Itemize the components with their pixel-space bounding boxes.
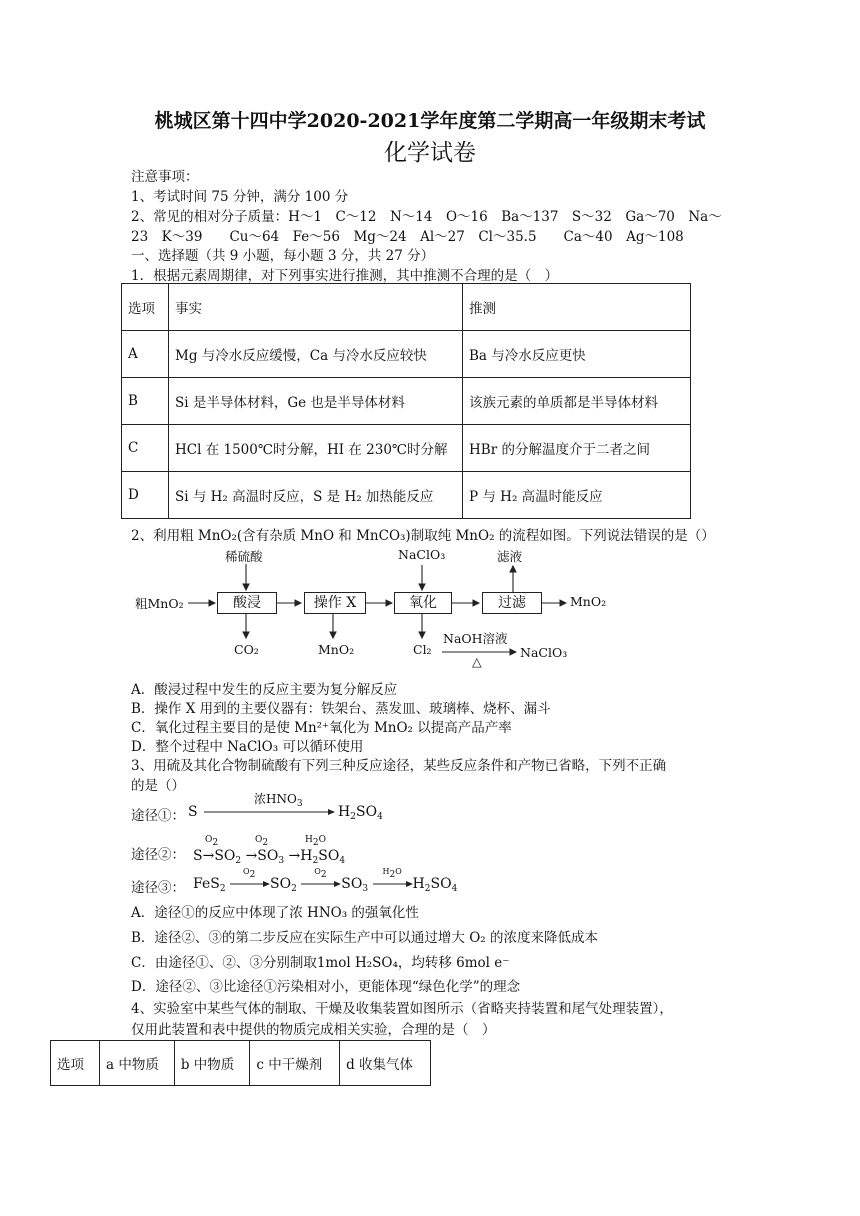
- flow-reagent-naclo3: NaClO₃: [398, 547, 446, 562]
- q3-option-d: D．途径②、③比途径①污染相对小，更能体现“绿色化学”的理念: [131, 979, 521, 995]
- route-2-label: 途径②：: [131, 847, 185, 863]
- q2-option-b: B．操作 X 用到的主要仪器有：铁架台、蒸发皿、玻璃棒、烧杯、漏斗: [131, 701, 551, 717]
- section-heading: 一、选择题（共 9 小题，每小题 3 分，共 27 分）: [131, 248, 435, 264]
- q4-stem: 4、实验室中某些气体的制取、干燥及收集装置如图所示（省略夹持装置和尾气处理装置），: [131, 1001, 673, 1017]
- flow-reagent-acid: 稀硫酸: [225, 549, 263, 564]
- table-cell: Mg 与冷水反应缓慢，Ca 与冷水反应较快: [169, 331, 463, 378]
- q3-stem-cont: 的是（）: [131, 778, 185, 794]
- table-header-cell: 选项: [122, 284, 169, 331]
- q2-option-a: A．酸浸过程中发生的反应主要为复分解反应: [131, 682, 398, 698]
- table-cell: B: [122, 378, 169, 425]
- flow-naoh: NaOH溶液: [443, 631, 508, 646]
- flow-heat: △: [472, 654, 482, 669]
- table-cell: Ba 与冷水反应更快: [463, 331, 691, 378]
- table-cell: C: [122, 425, 169, 472]
- flow-step-operation-x: 操作 X: [304, 592, 366, 614]
- q4-stem-cont: 仅用此装置和表中提供的物质完成相关实验，合理的是（ ）: [131, 1022, 496, 1038]
- exam-subtitle: 化学试卷: [384, 140, 476, 166]
- table-cell: Si 与 H₂ 高温时反应，S 是 H₂ 加热能反应: [169, 472, 463, 519]
- flow-out-mno2: MnO₂: [318, 642, 355, 657]
- notice-item-2: 2、常见的相对分子质量：H～1 C～12 N～14 O～16 Ba～137 S～32 Ga～70 Na～: [131, 209, 722, 225]
- flow-step-oxidation: 氧化: [394, 592, 452, 614]
- route-3-equation: FeS$_2$ O2 $SO_2$ O2 $SO_3$ H2O $H_2SO_4$: [193, 867, 458, 894]
- flow-out-cl2: Cl₂: [413, 642, 432, 657]
- q3-option-b: B．途径②、③的第二步反应在实际生产中可以通过增大 O₂ 的浓度来降低成本: [131, 930, 598, 946]
- q2-option-d: D．整个过程中 NaClO₃ 可以循环使用: [131, 739, 364, 755]
- flow-out-co2: CO₂: [234, 642, 259, 657]
- table-header-cell: 推测: [463, 284, 691, 331]
- route-3-label: 途径③：: [131, 880, 185, 896]
- table-cell: P 与 H₂ 高温时能反应: [463, 472, 691, 519]
- q3-option-a: A．途径①的反应中体现了浓 HNO₃ 的强氧化性: [131, 905, 419, 921]
- q4-table: [50, 1040, 431, 1086]
- table-header-cell: d 收集气体: [340, 1041, 431, 1086]
- flow-product: MnO₂: [570, 594, 607, 609]
- exam-title: 桃城区第十四中学2020-2021学年度第二学期高一年级期末考试: [154, 110, 706, 132]
- table-cell: HBr 的分解温度介于二者之间: [463, 425, 691, 472]
- flow-step-acid-leach: 酸浸: [217, 592, 277, 614]
- q3-option-c: C．由途径①、②、③分别制取1mol H₂SO₄，均转移 6mol e⁻: [131, 955, 510, 971]
- flow-naclo3-out: NaClO₃: [520, 645, 568, 660]
- table-header-cell: 选项: [51, 1041, 100, 1086]
- flow-step-filtration: 过滤: [482, 592, 542, 614]
- table-cell: Si 是半导体材料，Ge 也是半导体材料: [169, 378, 463, 425]
- q1-stem: 1．根据元素周期律，对下列事实进行推测，其中推测不合理的是（ ）: [131, 268, 559, 284]
- table-cell: HCl 在 1500℃时分解，HI 在 230℃时分解: [169, 425, 463, 472]
- route-2-equation: O2 O2 H2O $S\to SO_2 \to SO_3 \to H_2SO_4$: [193, 835, 346, 866]
- table-header-cell: c 中干燥剂: [250, 1041, 340, 1086]
- q2-option-c: C．氧化过程主要目的是使 Mn²⁺氧化为 MnO₂ 以提高产品产率: [131, 720, 512, 736]
- q3-stem: 3、用硫及其化合物制硫酸有下列三种反应途径，某些反应条件和产物已省略，下列不正确: [131, 758, 667, 774]
- table-header-cell: 事实: [169, 284, 463, 331]
- flow-input: 粗MnO₂: [135, 596, 184, 611]
- notice-item-2-cont: 23 K～39 Cu～64 Fe～56 Mg～24 Al～27 Cl～35.5 Ca～40 Ag～108: [131, 229, 684, 245]
- q2-stem: 2、利用粗 MnO₂(含有杂质 MnO 和 MnCO₃)制取纯 MnO₂ 的流程如图。下列说法错误的是（）: [131, 528, 715, 544]
- table-cell: A: [122, 331, 169, 378]
- table-header-cell: b 中物质: [174, 1041, 250, 1086]
- table-header-row: [51, 1041, 431, 1086]
- notice-item-1: 1、考试时间 75 分钟，满分 100 分: [131, 189, 349, 205]
- table-cell: D: [122, 472, 169, 519]
- route-1-equation: S 浓$HNO_3$ $H_2SO_4$: [188, 792, 383, 822]
- route-1-label: 途径①：: [131, 808, 185, 824]
- notice-heading: 注意事项：: [131, 169, 199, 185]
- table-cell: 该族元素的单质都是半导体材料: [463, 378, 691, 425]
- flow-filtrate: 滤液: [497, 549, 523, 564]
- table-header-cell: a 中物质: [100, 1041, 175, 1086]
